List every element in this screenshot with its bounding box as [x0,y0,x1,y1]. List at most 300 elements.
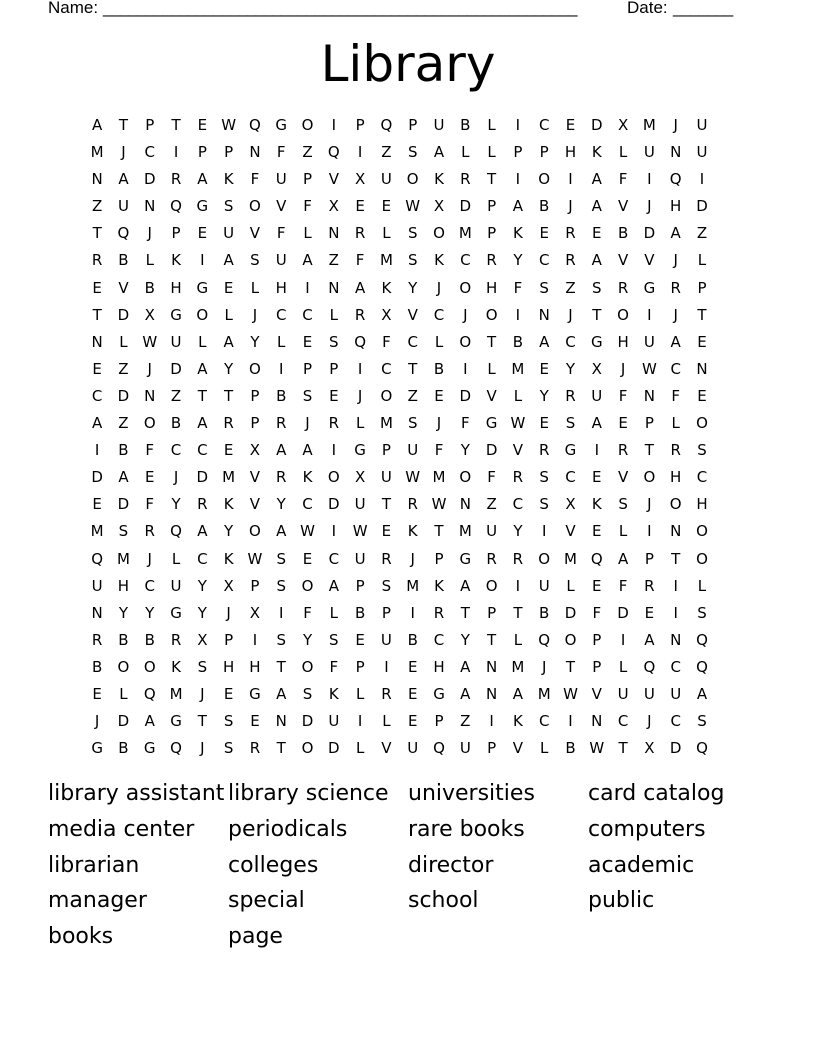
grid-letter: J [147,224,152,243]
grid-letter: S [329,332,339,351]
grid-letter: M [458,522,472,541]
grid-letter: J [147,549,152,568]
grid-letter: R [170,630,182,649]
grid-letter: F [145,495,155,514]
grid-letter: M [169,684,183,703]
grid-letter: H [433,657,445,676]
grid-letter: Q [91,549,104,568]
grid-letter: Q [433,739,445,758]
word-list-item: library assistant [48,781,225,806]
grid-letter: A [512,197,524,216]
grid-letter: U [354,549,366,568]
grid-letter: D [669,739,682,758]
grid-letter: C [617,712,629,731]
grid-letter: L [119,332,128,351]
grid-letter: F [276,143,286,162]
grid-letter: S [407,143,418,162]
grid-letter: C [460,251,471,270]
grid-letter: G [485,414,498,433]
grid-letter: V [381,739,392,758]
grid-letter: I [279,359,284,378]
grid-letter: U [170,576,182,595]
grid-letter: V [565,522,576,541]
grid-letter: B [433,359,445,378]
grid-letter: L [540,739,549,758]
grid-letter: R [328,414,340,433]
word-list-item: computers [588,816,706,842]
grid-letter: I [489,712,494,731]
grid-letter: T [697,305,707,324]
grid-letter: U [275,170,287,189]
grid-letter: P [171,224,181,243]
grid-letter: J [463,305,468,324]
grid-letter: S [539,495,549,514]
grid-letter: R [381,684,392,703]
grid-letter: F [618,170,628,189]
grid-letter: E [223,684,234,703]
grid-letter: E [145,468,155,487]
grid-letter: G [249,684,261,703]
grid-letter: X [197,630,208,649]
grid-letter: M [511,359,525,378]
grid-letter: D [617,603,629,622]
grid-letter: C [328,549,340,568]
grid-letter: L [277,332,286,351]
grid-letter: L [119,684,128,703]
grid-letter: O [249,197,261,216]
grid-letter: S [565,414,576,433]
grid-letter: F [250,170,260,189]
grid-letter: R [249,739,261,758]
grid-letter: R [565,386,576,405]
grid-letter: J [173,468,179,487]
grid-letter: K [407,522,418,541]
grid-letter: D [91,468,103,487]
grid-letter: N [485,684,498,703]
grid-letter: G [643,278,656,297]
grid-letter: I [384,657,389,676]
grid-letter: R [670,441,681,460]
grid-letter: N [144,197,156,216]
grid-letter: X [433,197,445,216]
grid-letter: C [670,657,681,676]
word-list-item: universities [408,781,535,806]
grid-letter: E [355,630,365,649]
grid-letter: I [568,712,573,731]
grid-letter: D [459,197,472,216]
grid-letter: F [329,657,339,676]
word-list-item: manager [48,888,147,914]
grid-letter: L [461,143,470,162]
grid-letter: P [434,712,444,731]
grid-letter: B [92,657,103,676]
grid-letter: K [591,143,602,162]
grid-letter: R [644,576,655,595]
grid-letter: P [224,630,234,649]
word-list-item: books [48,924,114,950]
grid-letter: H [249,657,261,676]
grid-letter: T [92,305,102,324]
grid-letter: R [512,549,524,568]
grid-letter: E [434,386,444,405]
grid-letter: I [252,630,258,649]
grid-letter: K [591,495,602,514]
grid-letter: O [301,576,314,595]
grid-letter: T [197,386,207,405]
grid-letter: A [276,684,287,703]
grid-letter: C [197,549,208,568]
grid-letter: D [328,495,340,514]
grid-letter: P [303,359,313,378]
grid-letter: A [197,414,208,433]
grid-letter: B [118,251,129,270]
grid-letter: X [381,305,392,324]
grid-letter: Y [302,630,313,649]
grid-letter: M [537,684,551,703]
grid-letter: C [538,116,550,134]
grid-letter: X [644,739,655,758]
grid-letter: T [487,630,497,649]
grid-letter: L [355,739,365,758]
grid-letter: R [565,251,576,270]
grid-letter: P [644,549,654,568]
grid-letter: H [696,495,708,514]
grid-letter: K [512,224,523,243]
grid-letter: P [592,630,602,649]
grid-letter: M [564,549,577,568]
grid-letter: O [538,170,551,189]
grid-letter: Q [669,170,682,189]
grid-letter: F [303,603,312,622]
grid-letter: S [697,441,707,460]
word-list-item: school [408,888,479,914]
grid-letter: N [670,522,682,541]
grid-letter: Z [170,386,182,405]
grid-letter: J [94,712,100,731]
grid-letter: U [591,386,603,405]
grid-letter: J [305,414,310,433]
grid-letter: D [117,495,130,514]
grid-letter: E [329,386,339,405]
grid-letter: R [617,441,629,460]
grid-letter: R [381,549,392,568]
grid-letter: N [275,712,287,731]
date-label: Date: [627,0,668,17]
grid-letter: X [617,116,629,134]
grid-letter: A [591,170,602,189]
grid-letter: L [487,116,496,134]
grid-letter: M [458,224,472,243]
grid-letter: E [618,414,628,433]
grid-letter: L [487,143,496,162]
grid-letter: N [91,603,103,622]
grid-letter: B [539,603,550,622]
grid-letter: L [434,332,444,351]
grid-letter: R [91,630,103,649]
grid-letter: Q [327,143,340,162]
grid-letter: C [433,630,445,649]
grid-letter: A [460,576,471,595]
grid-letter: M [432,468,446,487]
grid-letter: L [566,576,575,595]
grid-letter: Q [696,739,708,758]
grid-letter: R [538,441,550,460]
word-list-item: media center [48,816,195,842]
grid-letter: P [513,143,523,162]
grid-letter: E [302,332,313,351]
grid-letter: M [379,251,393,270]
grid-letter: S [381,576,392,595]
grid-letter: I [410,603,415,622]
grid-letter: P [644,414,654,433]
grid-letter: R [486,549,497,568]
grid-letter: U [643,143,655,162]
grid-letter: S [250,251,260,270]
grid-letter: N [643,386,655,405]
grid-letter: C [512,495,524,514]
grid-letter: J [121,143,126,162]
grid-letter: E [565,116,576,134]
grid-letter: U [486,522,498,541]
grid-letter: Z [118,414,129,433]
word-list-item: library science [228,781,389,806]
grid-letter: D [459,386,472,405]
grid-letter: Q [538,630,551,649]
grid-letter: O [459,278,472,297]
grid-letter: B [276,386,287,405]
grid-letter: B [118,441,129,460]
grid-letter: E [197,224,208,243]
grid-letter: J [673,251,678,270]
grid-letter: Q [354,332,367,351]
grid-letter: L [171,549,181,568]
grid-letter: N [328,278,340,297]
grid-letter: I [647,170,652,189]
grid-letter: S [697,603,707,622]
grid-letter: B [170,414,182,433]
grid-letter: O [696,522,708,541]
grid-letter: I [94,441,100,460]
grid-letter: K [328,684,339,703]
grid-letter: E [592,522,602,541]
grid-letter: P [381,603,391,622]
grid-letter: O [301,116,314,134]
grid-letter: H [222,657,235,676]
grid-letter: Y [408,278,418,297]
grid-letter: E [250,712,260,731]
grid-letter: N [670,630,682,649]
grid-letter: D [328,739,340,758]
grid-letter: R [617,278,629,297]
grid-letter: B [565,739,576,758]
grid-letter: E [539,414,549,433]
grid-letter: B [354,603,366,622]
grid-letter: L [697,576,707,595]
grid-letter: O [459,332,472,351]
grid-letter: A [670,332,681,351]
grid-letter: Y [224,522,234,541]
grid-letter: I [699,170,705,189]
grid-letter: A [223,251,234,270]
grid-letter: A [197,522,208,541]
grid-letter: O [643,468,656,487]
grid-letter: C [275,305,287,324]
grid-letter: A [92,116,103,134]
grid-letter: E [223,278,234,297]
grid-letter: H [485,278,498,297]
grid-letter: P [592,657,602,676]
word-list-item: academic [588,852,695,878]
grid-letter: K [223,170,234,189]
grid-letter: A [144,712,155,731]
grid-letter: O [485,576,498,595]
grid-letter: L [355,414,365,433]
grid-letter: U [696,143,708,162]
grid-letter: J [647,197,652,216]
grid-letter: R [433,603,445,622]
grid-letter: E [539,359,549,378]
grid-letter: M [406,576,420,595]
grid-letter: W [405,468,421,487]
grid-letter: O [459,468,472,487]
grid-letter: U [670,684,682,703]
grid-letter: V [407,305,418,324]
grid-letter: E [381,197,392,216]
grid-letter: T [487,332,497,351]
grid-letter: K [302,468,313,487]
grid-letter: T [224,386,234,405]
grid-letter: C [433,305,445,324]
grid-letter: Y [145,603,155,622]
grid-letter: U [538,576,550,595]
grid-letter: M [642,116,656,134]
grid-letter: D [117,305,130,324]
grid-letter: Y [197,576,207,595]
grid-letter: J [410,549,415,568]
grid-letter: O [538,549,551,568]
grid-letter: O [327,468,340,487]
name-line: ________________________________________________________ [103,0,577,17]
grid-letter: A [591,414,602,433]
grid-letter: Z [565,278,576,297]
grid-letter: I [357,359,363,378]
grid-letter: I [331,441,337,460]
word-list-item: special [228,888,305,914]
grid-letter: O [433,224,445,243]
grid-letter: I [541,522,547,541]
grid-letter: V [617,197,629,216]
grid-letter: M [90,143,104,162]
grid-letter: P [381,441,391,460]
grid-letter: S [539,468,549,487]
grid-letter: O [669,495,682,514]
grid-letter: Q [117,224,130,243]
grid-letter: E [592,468,602,487]
grid-letter: A [276,441,287,460]
grid-letter: F [618,576,628,595]
grid-letter: O [617,305,629,324]
grid-letter: D [301,712,314,731]
grid-letter: L [355,684,365,703]
grid-letter: Y [224,359,234,378]
grid-letter: U [91,576,103,595]
grid-letter: T [434,522,444,541]
grid-letter: T [92,224,102,243]
word-list-item: card catalog [588,781,725,806]
grid-letter: F [382,332,391,351]
grid-letter: A [591,197,602,216]
grid-letter: J [541,657,547,676]
grid-letter: D [485,441,498,460]
grid-letter: O [406,170,419,189]
grid-letter: D [143,170,156,189]
grid-letter: S [618,495,628,514]
grid-letter: R [670,278,681,297]
grid-letter: P [487,224,497,243]
grid-letter: U [275,251,287,270]
grid-letter: I [515,576,521,595]
grid-letter: E [644,603,655,622]
grid-letter: U [380,630,392,649]
grid-letter: I [515,305,521,324]
grid-letter: F [460,414,470,433]
grid-letter: J [226,603,231,622]
grid-letter: Z [118,359,129,378]
grid-letter: L [671,414,680,433]
grid-letter: N [249,143,261,162]
grid-letter: W [142,332,158,351]
grid-letter: A [302,251,313,270]
grid-letter: J [436,278,442,297]
grid-letter: E [592,224,602,243]
grid-letter: U [407,739,419,758]
grid-letter: S [407,251,418,270]
grid-letter: P [197,143,207,162]
grid-letter: P [303,170,313,189]
grid-letter: W [589,739,605,758]
grid-letter: M [511,657,525,676]
grid-letter: Z [696,224,708,243]
grid-letter: O [301,739,314,758]
grid-letter: E [381,522,392,541]
word-list [48,776,768,955]
grid-letter: P [697,278,707,297]
grid-letter: F [303,197,312,216]
grid-letter: D [117,386,130,405]
grid-letter: I [515,116,521,134]
grid-letter: S [329,630,339,649]
grid-letter: T [513,603,523,622]
grid-letter: A [328,576,339,595]
grid-letter: Y [197,603,207,622]
grid-letter: L [618,657,628,676]
grid-letter: R [144,522,155,541]
grid-letter: V [328,170,339,189]
grid-letter: R [486,251,497,270]
grid-letter: H [670,197,682,216]
grid-letter: S [539,278,549,297]
grid-letter: U [380,468,392,487]
grid-letter: J [620,359,626,378]
grid-letter: G [196,278,209,297]
grid-letter: V [249,468,261,487]
grid-letter: U [223,224,235,243]
grid-letter: E [697,386,707,405]
grid-letter: P [250,386,260,405]
grid-letter: U [170,332,182,351]
grid-letter: L [618,143,628,162]
word-list-item: page [228,924,283,950]
